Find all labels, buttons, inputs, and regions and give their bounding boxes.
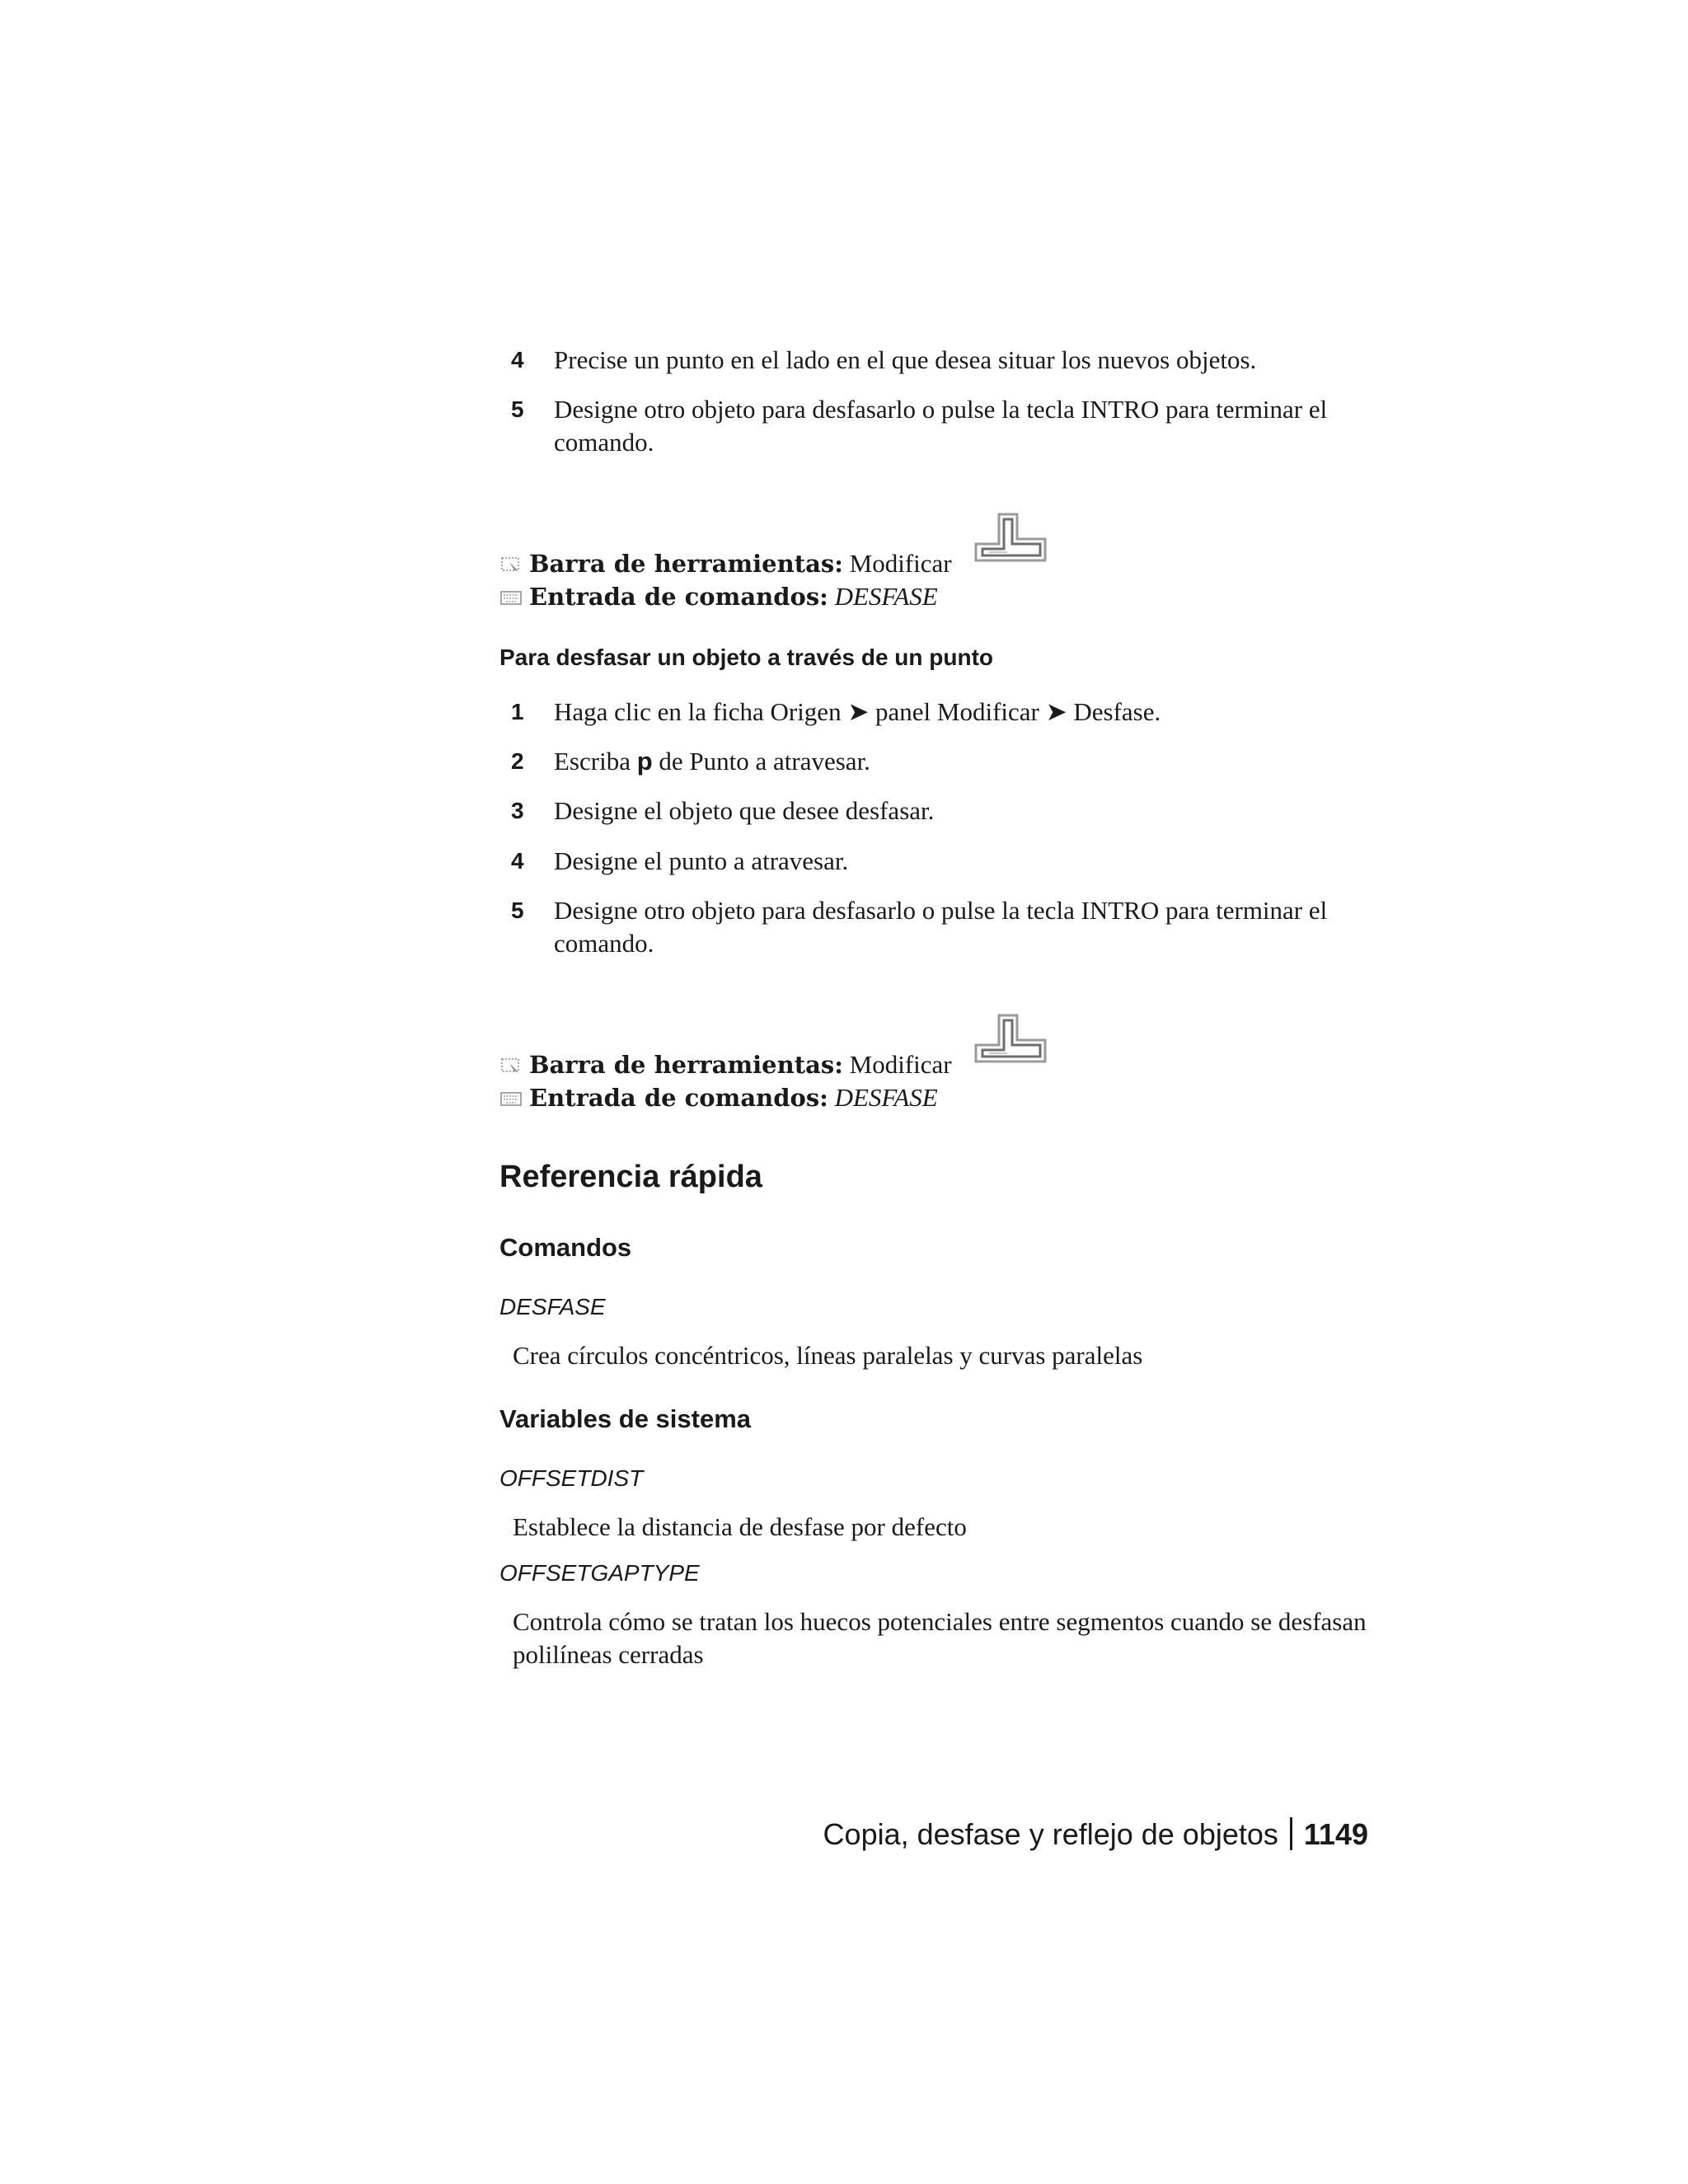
command-label: Entrada de comandos: [529, 583, 828, 611]
command-value: DESFASE [834, 1083, 938, 1112]
bold-key: p [636, 747, 653, 776]
page-number: 1149 [1303, 1817, 1368, 1851]
offset-tool-icon [971, 1007, 1050, 1070]
step-text: Designe otro objeto para desfasarlo o pulse la tecla INTRO para terminar el comando. [554, 896, 1328, 958]
step-text: Precise un punto en el lado en el que desea situar los nuevos objetos. [554, 345, 1257, 374]
toolbar-value: Modificar [849, 549, 952, 578]
step-number: 2 [511, 748, 524, 774]
command-description: Crea círculos concéntricos, líneas paralelas y curvas paralelas [513, 1341, 1143, 1370]
toolbar-label: Barra de herramientas: [529, 550, 843, 578]
step-number: 5 [511, 396, 524, 422]
step-text: Haga clic en la ficha Origen ➤ panel Modificar ➤ Desfase. [554, 697, 1161, 726]
footer-separator [1290, 1817, 1292, 1850]
keyboard-icon [499, 1090, 523, 1108]
procedure-heading: Para desfasar un objeto a través de un punto [499, 644, 994, 670]
sysvar-term: OFFSETGAPTYPE [499, 1560, 700, 1586]
command-value: DESFASE [834, 582, 938, 611]
keyboard-icon [499, 588, 523, 607]
step-text: Escriba p de Punto a atravesar. [554, 747, 870, 776]
command-reference [499, 1081, 938, 1114]
commands-heading: Comandos [499, 1233, 632, 1262]
sysvar-description: Controla cómo se tratan los huecos potenciales entre segmentos cuando se desfasan polilíneas cerradas [513, 1607, 1367, 1669]
toolbar-reference [499, 547, 952, 580]
toolbar-icon [499, 1057, 523, 1075]
step-text: Designe otro objeto para desfasarlo o pulse la tecla INTRO para terminar el comando. [554, 395, 1328, 457]
page-footer [823, 1817, 1368, 1852]
chapter-title: Copia, desfase y reflejo de objetos [823, 1817, 1278, 1851]
step-number: 3 [511, 798, 524, 823]
sysvars-heading: Variables de sistema [499, 1404, 752, 1433]
sysvar-description: Establece la distancia de desfase por defecto [513, 1512, 967, 1541]
offset-tool-icon [971, 506, 1050, 569]
section-title: Referencia rápida [499, 1160, 762, 1194]
toolbar-value: Modificar [849, 1050, 952, 1079]
step-text: Designe el punto a atravesar. [554, 846, 849, 875]
toolbar-reference [499, 1048, 952, 1081]
command-label: Entrada de comandos: [529, 1084, 828, 1112]
command-term: DESFASE [499, 1294, 606, 1319]
step-number: 4 [511, 347, 524, 373]
step-number: 1 [511, 699, 524, 724]
step-text: Designe el objeto que desee desfasar. [554, 796, 935, 825]
sysvar-term: OFFSETDIST [499, 1465, 644, 1491]
toolbar-icon [499, 555, 523, 574]
toolbar-label: Barra de herramientas: [529, 1051, 843, 1079]
step-number: 5 [511, 898, 524, 923]
command-reference [499, 580, 938, 613]
step-number: 4 [511, 848, 524, 874]
